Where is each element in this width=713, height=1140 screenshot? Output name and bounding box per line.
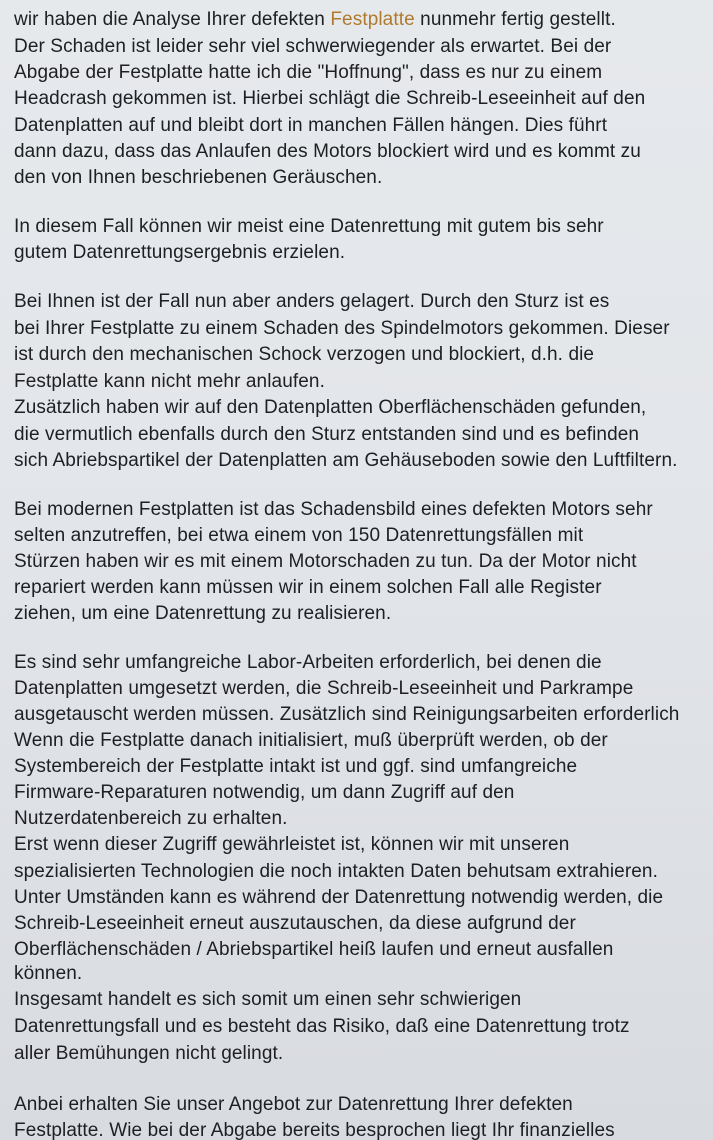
text-segment: wir haben die Analyse Ihrer defekten xyxy=(14,9,331,30)
text-line: ziehen, um eine Datenrettung zu realisieren. xyxy=(14,603,392,624)
text-line: ausgetauscht werden müssen. Zusätzlich sind Reinigungsarbeiten erforderlich xyxy=(14,704,680,725)
text-line: Headcrash gekommen ist. Hierbei schlägt die Schreib-Leseeinheit auf den xyxy=(14,88,646,109)
text-line: gutem Datenrettungsergebnis erzielen. xyxy=(14,242,346,263)
text-line: Insgesamt handelt es sich somit um einen sehr schwierigen xyxy=(14,989,522,1010)
text-line: Bei Ihnen ist der Fall nun aber anders gelagert. Durch den Sturz ist es xyxy=(14,291,610,312)
text-line: Unter Umständen kann es während der Datenrettung notwendig werden, die xyxy=(14,887,664,908)
text-line: Nutzerdatenbereich zu erhalten. xyxy=(14,808,288,829)
text-line: In diesem Fall können wir meist eine Datenrettung mit gutem bis sehr xyxy=(14,216,604,237)
text-line: Datenplatten umgesetzt werden, die Schreib-Leseeinheit und Parkrampe xyxy=(14,678,634,699)
text-line: Oberflächenschäden / Abriebspartikel heiß laufen und erneut ausfallen xyxy=(14,939,614,960)
highlighted-word: Festplatte xyxy=(330,9,415,30)
text-line: Bei modernen Festplatten ist das Schadensbild eines defekten Motors sehr xyxy=(14,499,653,520)
text-line: Zusätzlich haben wir auf den Datenplatten Oberflächenschäden gefunden, xyxy=(14,397,647,418)
text-line: bei Ihrer Festplatte zu einem Schaden des Spindelmotors gekommen. Dieser xyxy=(14,318,670,339)
text-line: spezialisierten Technologien die noch intakten Daten behutsam extrahieren. xyxy=(14,861,658,882)
text-line: die vermutlich ebenfalls durch den Sturz entstanden sind und es befinden xyxy=(14,424,640,445)
text-line: Datenrettungsfall und es besteht das Risiko, daß eine Datenrettung trotz xyxy=(14,1016,630,1037)
text-line: ist durch den mechanischen Schock verzogen und blockiert, d.h. die xyxy=(14,344,595,365)
text-line: Anbei erhalten Sie unser Angebot zur Datenrettung Ihrer defekten xyxy=(14,1094,573,1115)
text-line: Abgabe der Festplatte hatte ich die "Hoffnung", dass es nur zu einem xyxy=(14,62,603,83)
text-line: Festplatte. Wie bei der Abgabe bereits besprochen liegt Ihr finanzielles xyxy=(14,1120,615,1140)
text-line: Festplatte kann nicht mehr anlaufen. xyxy=(14,371,325,392)
text-line: Firmware-Reparaturen notwendig, um dann Zugriff auf den xyxy=(14,782,515,803)
text-line: Es sind sehr umfangreiche Labor-Arbeiten erforderlich, bei denen die xyxy=(14,652,602,673)
text-line: dann dazu, dass das Anlaufen des Motors blockiert wird und es kommt zu xyxy=(14,141,641,162)
text-line: Wenn die Festplatte danach initialisiert, muß überprüft werden, ob der xyxy=(14,730,608,751)
text-line: repariert werden kann müssen wir in einem solchen Fall alle Register xyxy=(14,577,602,598)
text-line xyxy=(14,8,616,32)
text-line: können. xyxy=(14,963,83,984)
text-line: aller Bemühungen nicht gelingt. xyxy=(14,1043,284,1064)
text-line: Datenplatten auf und bleibt dort in manchen Fällen hängen. Dies führt xyxy=(14,115,608,136)
text-segment: nunmehr fertig gestellt. xyxy=(414,9,616,30)
text-line: Der Schaden ist leider sehr viel schwerwiegender als erwartet. Bei der xyxy=(14,36,612,57)
text-line: selten anzutreffen, bei etwa einem von 150 Datenrettungsfällen mit xyxy=(14,525,584,546)
text-line: sich Abriebspartikel der Datenplatten am Gehäuseboden sowie den Luftfiltern. xyxy=(14,450,678,471)
text-line: Erst wenn dieser Zugriff gewährleistet ist, können wir mit unseren xyxy=(14,834,570,855)
text-line: Stürzen haben wir es mit einem Motorschaden zu tun. Da der Motor nicht xyxy=(14,551,637,572)
text-line: Schreib-Leseeinheit erneut auszutauschen, da diese aufgrund der xyxy=(14,913,576,934)
text-line: den von Ihnen beschriebenen Geräuschen. xyxy=(14,167,383,188)
text-line: Systembereich der Festplatte intakt ist und ggf. sind umfangreiche xyxy=(14,756,578,777)
